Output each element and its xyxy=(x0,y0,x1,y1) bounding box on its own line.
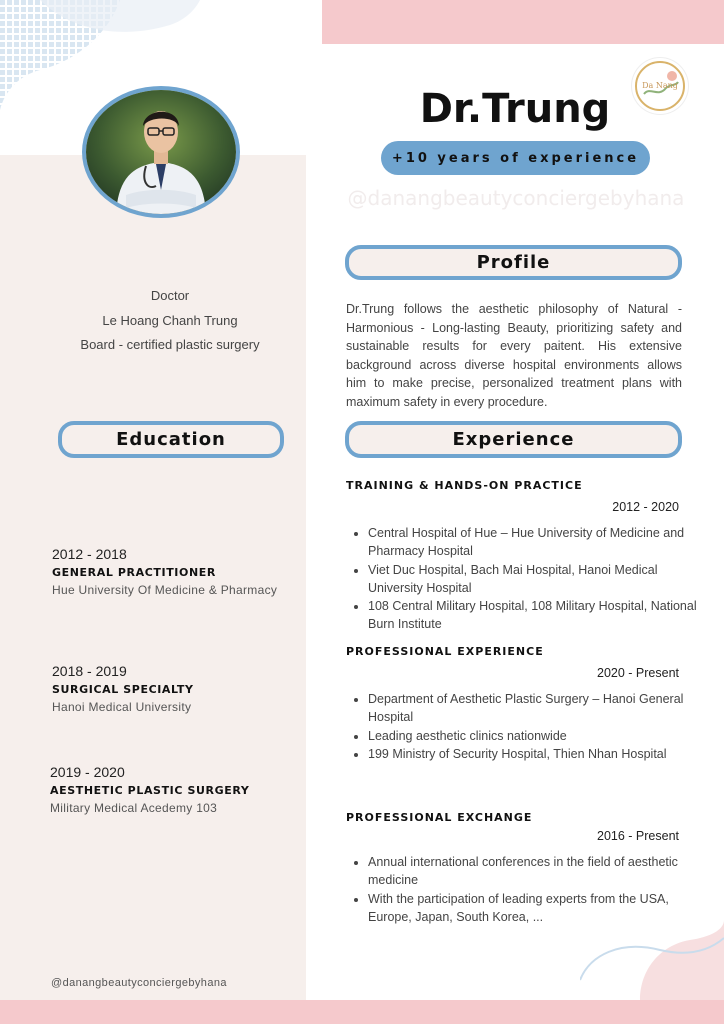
watermark-handle: @danangbeautyconciergebyhana xyxy=(347,186,685,210)
section-experience-heading: Experience xyxy=(345,421,682,458)
list-item: • Viet Duc Hospital, Bach Mai Hospital, Hanoi Medical University Hospital xyxy=(368,561,704,598)
doctor-specialty: Board - certified plastic surgery xyxy=(80,337,260,352)
experience-list xyxy=(346,690,704,763)
bottom-pink-band xyxy=(0,1000,724,1024)
education-item xyxy=(52,546,292,598)
section-education-heading: Education xyxy=(58,421,284,458)
education-school: Hue University Of Medicine & Pharmacy xyxy=(52,583,278,597)
list-item: • With the participation of leading experts from the USA, Europe, Japan, South Korea, ... xyxy=(368,890,704,927)
list-item: • Central Hospital of Hue – Hue University of Medicine and Pharmacy Hospital xyxy=(368,524,704,561)
list-item: • 108 Central Military Hospital, 108 Military Hospital, National Burn Institute xyxy=(368,597,704,634)
list-item: • Annual international conferences in the field of aesthetic medicine xyxy=(368,853,704,890)
top-pink-band xyxy=(322,0,724,44)
education-title: GENERAL PRACTITIONER xyxy=(52,566,216,579)
education-item xyxy=(52,663,292,715)
doctor-name-title: Dr.Trung xyxy=(419,86,611,132)
education-title: AESTHETIC PLASTIC SURGERY xyxy=(50,784,250,797)
education-school: Military Medical Acedemy 103 xyxy=(50,801,218,815)
education-title: SURGICAL SPECIALTY xyxy=(52,683,194,696)
education-item xyxy=(50,764,290,816)
experience-list xyxy=(346,853,704,926)
experience-heading: TRAINING & HANDS-ON PRACTICE xyxy=(346,479,583,492)
education-years: 2018 - 2019 xyxy=(52,663,127,679)
doctor-full-name: Le Hoang Chanh Trung xyxy=(102,313,238,328)
experience-years: 2012 - 2020 xyxy=(612,500,679,514)
experience-years: 2020 - Present xyxy=(597,666,679,680)
svg-text:Da Nang: Da Nang xyxy=(642,81,678,90)
experience-years: 2016 - Present xyxy=(597,829,679,843)
education-school: Hanoi Medical University xyxy=(52,700,192,714)
doctor-photo xyxy=(82,86,240,218)
profile-paragraph: Dr.Trung follows the aesthetic philosophy of Natural - Harmonious - Long-lasting Beauty, prioritizing safety and sustainable results for every paitent. His extensive background across diverse hospital environments allows him to make precise, personalized treatment plans with maximum safety in every procedure. xyxy=(346,302,682,409)
experience-heading: PROFESSIONAL EXCHANGE xyxy=(346,811,533,824)
experience-list xyxy=(346,524,704,634)
experience-heading: PROFESSIONAL EXPERIENCE xyxy=(346,645,544,658)
experience-badge: +10 years of experience xyxy=(381,141,650,175)
list-item: • Department of Aesthetic Plastic Surgery – Hanoi General Hospital xyxy=(368,690,704,727)
footer-handle: @danangbeautyconciergebyhana xyxy=(51,977,227,989)
section-profile-heading: Profile xyxy=(345,245,682,280)
list-item: • Leading aesthetic clinics nationwide xyxy=(368,727,704,745)
list-item: • 199 Ministry of Security Hospital, Thien Nhan Hospital xyxy=(368,745,704,763)
doctor-role: Doctor xyxy=(150,288,190,303)
brand-logo xyxy=(632,58,688,114)
education-years: 2012 - 2018 xyxy=(52,546,127,562)
education-years: 2019 - 2020 xyxy=(50,764,125,780)
